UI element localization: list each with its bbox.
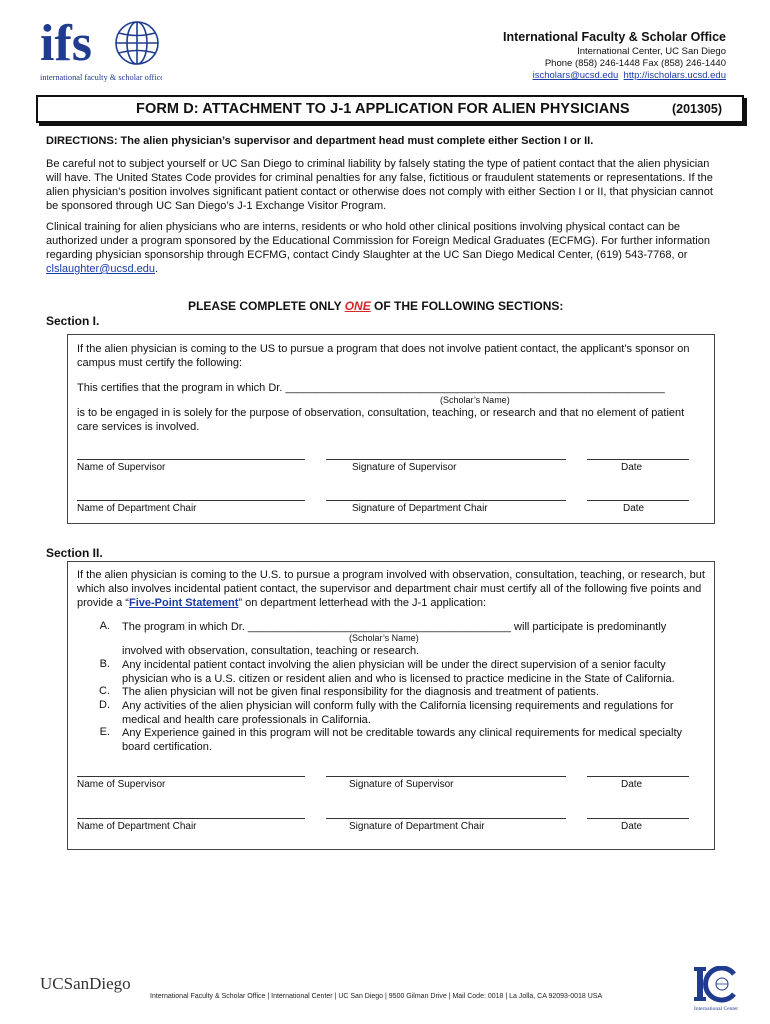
office-info	[503, 30, 726, 82]
international-center-logo	[694, 966, 740, 1017]
section2-heading: Section II.	[46, 546, 103, 560]
item-b-text: Any incidental patient contact involving the alien physician will be under the direct supervision of a senior faculty physician who is a U.S. citizen or resident alien and who is licensed to practice medicine in the State of California.	[122, 659, 675, 685]
section1-sig-chair-line[interactable]	[326, 500, 566, 501]
section1-heading: Section I.	[46, 314, 100, 328]
section2-date1-line[interactable]	[587, 776, 689, 777]
section2-name-chair-line[interactable]	[77, 818, 305, 819]
item-c-text: The alien physician will not be given final responsibility for the diagnosis and treatment of patients.	[122, 686, 599, 698]
item-d-letter: D.	[99, 699, 110, 711]
section1-sig-chair-label: Signature of Department Chair	[352, 503, 488, 514]
item-a-continuation: involved with observation, consultation, teaching or research.	[122, 645, 420, 657]
item-a-text: The program in which Dr. ___________________________________________ will participate is predominantly	[122, 621, 667, 633]
directions-text: DIRECTIONS: The alien physician’s supervisor and department head must complete either Section I or II.	[46, 135, 594, 147]
ecfmg-paragraph: Clinical training for alien physicians who are interns, residents or who hold other clinical positions involving physical contact can be authorized under a program sponsored by the Educational Commission for Foreign Medical Graduates (ECFMG). For further information regarding physician sponsorship through ECFMG, contact Cindy Slaughter at the UC San Diego Medical Center, (619) 543-7768, or clslaughter@ucsd.edu.	[46, 221, 710, 275]
form-title: FORM D: ATTACHMENT TO J-1 APPLICATION FOR ALIEN PHYSICIANS	[136, 101, 630, 117]
warning-paragraph: Be careful not to subject yourself or UC San Diego to criminal liability by falsely stating the type of patient contact that the alien physician will have. The United States Code provides for criminal penalties for any false, fictitious or fraudulent statements or representations. If the alien physician’s position involves significant patient contact or otherwise does not comply with either Section I or II, that physician cannot be sponsored through UC San Diego’s J-1 Exchange Visitor Program.	[46, 158, 713, 212]
section1-sig-supervisor-label: Signature of Supervisor	[352, 462, 457, 473]
section1-date2-line[interactable]	[587, 500, 689, 501]
form-title-box	[36, 95, 744, 123]
section1-sig-supervisor-line[interactable]	[326, 459, 566, 460]
section1-name-supervisor-line[interactable]	[77, 459, 305, 460]
svg-text:ifs: ifs	[40, 15, 92, 72]
section1-intro: If the alien physician is coming to the US to pursue a program that does not involve patient contact, the applicant’s sponsor on campus must certify the following:	[77, 343, 690, 369]
section2-scholar-name-label: (Scholar’s Name)	[349, 633, 419, 643]
complete-one-heading: PLEASE COMPLETE ONLY ONE OF THE FOLLOWING SECTIONS:	[188, 299, 564, 313]
item-b-letter: B.	[99, 658, 110, 670]
section2-sig-supervisor-line[interactable]	[326, 776, 566, 777]
section2-intro: If the alien physician is coming to the U.S. to pursue a program involved with observation, consultation, teaching, or research, but which also involves incidental patient contact, the supervisor and department chair must certify all of the following five points and provide a “Five-Point Statement” on department letterhead with the J-1 application:	[77, 569, 705, 609]
section2-name-chair-label: Name of Department Chair	[77, 821, 197, 832]
section2-sig-chair-line[interactable]	[326, 818, 566, 819]
section1-date2-label: Date	[623, 503, 645, 514]
item-a-letter: A.	[99, 620, 110, 632]
section1-name-chair-line[interactable]	[77, 500, 305, 501]
ecfmg-email-link[interactable]: clslaughter@ucsd.edu	[46, 263, 156, 275]
svg-text:UCSanDiego: UCSanDiego	[40, 974, 131, 993]
section1-name-supervisor-label: Name of Supervisor	[77, 462, 166, 473]
section1-box	[67, 334, 715, 524]
section2-name-supervisor-label: Name of Supervisor	[77, 779, 166, 790]
item-e-letter: E.	[99, 726, 110, 738]
section1-scholar-name-label: (Scholar’s Name)	[440, 395, 510, 405]
item-e-text: Any Experience gained in this program will not be creditable towards any clinical requirements for medical specialty board certification.	[122, 727, 683, 753]
section2-box	[67, 561, 715, 850]
five-point-statement-link[interactable]: Five-Point Statement	[128, 597, 239, 609]
section2-date2-label: Date	[621, 821, 643, 832]
office-name: International Faculty & Scholar Office	[503, 30, 726, 44]
section1-date1-label: Date	[621, 462, 643, 473]
section2-name-supervisor-line[interactable]	[77, 776, 305, 777]
office-website-link[interactable]: http://ischolars.ucsd.edu	[623, 70, 726, 81]
section1-name-chair-label: Name of Department Chair	[77, 503, 197, 514]
item-c-letter: C.	[99, 685, 110, 697]
ucsd-logo	[40, 972, 132, 999]
section1-certify-line: This certifies that the program in which Dr. ______________________________________________________________	[77, 382, 665, 394]
section1-certify-rest: is to be engaged in is solely for the purpose of observation, consultation, teaching, or research and that no element of patient care services is involved.	[77, 407, 685, 433]
footer-address: International Faculty & Scholar Office | International Center | UC San Diego | 9500 Gilman Drive | Mail Code: 0018 | La Jolla, CA 92093-0018 USA	[150, 993, 603, 1000]
office-address: International Center, UC San Diego	[577, 46, 726, 57]
svg-text:international faculty & schola: international faculty & scholar office	[40, 73, 162, 82]
section2-sig-supervisor-label: Signature of Supervisor	[349, 779, 454, 790]
item-d-text: Any activities of the alien physician will conform fully with the California licensing requirements and regulations for medical and health care professionals in California.	[122, 700, 674, 726]
section1-date1-line[interactable]	[587, 459, 689, 460]
office-email-link[interactable]: ischolars@ucsd.edu	[532, 70, 619, 81]
ifso-logo	[40, 10, 162, 84]
section2-date1-label: Date	[621, 779, 643, 790]
section2-sig-chair-label: Signature of Department Chair	[349, 821, 485, 832]
form-code: (201305)	[671, 102, 722, 116]
office-phone: Phone (858) 246-1448 Fax (858) 246-1440	[544, 58, 726, 69]
svg-text:International Center: International Center	[694, 1006, 739, 1012]
section2-date2-line[interactable]	[587, 818, 689, 819]
